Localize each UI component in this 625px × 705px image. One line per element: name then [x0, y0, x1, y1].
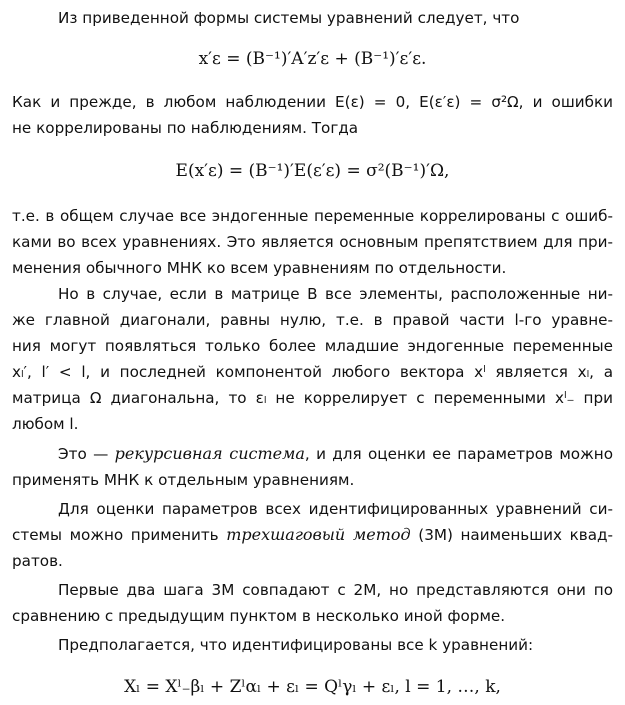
equation: E(x′ε) = (B⁻¹)′E(ε′ε) = σ²(B⁻¹)′Ω, — [175, 161, 450, 181]
text-line: xₗ′, l′ < l, и последней компонентой любого вектора xˡ является xₗ, а — [12, 363, 613, 381]
text-span: Это — — [58, 445, 115, 463]
text-line: Но в случае, если в матрице B все элементы, расположенные ни- — [58, 285, 613, 303]
text-line: ния могут появляться только более младшие эндогенные переменные — [12, 337, 613, 355]
text-line: Как и прежде, в любом наблюдении E(ε) = 0, E(ε′ε) = σ²Ω, и ошибки — [12, 93, 613, 111]
text-span: (3М) наименьших квад- — [410, 526, 614, 544]
text-line: сравнению с предыдущим пунктом в несколько иной форме. — [12, 607, 506, 625]
equation: Xₗ = Xˡ₋βₗ + Zˡαₗ + εₗ = Qˡγₗ + εₗ, l = 1, …, k, — [124, 677, 501, 697]
text-line: Для оценки параметров всех идентифицированных уравнений си- — [58, 500, 613, 518]
text-line: ками во всех уравнениях. Это является основным препятствием для при- — [12, 233, 613, 251]
text-line: применять МНК к отдельным уравнениям. — [12, 471, 355, 489]
text-span: стемы можно применить — [12, 526, 227, 544]
emphasis-term: рекурсивная система — [114, 444, 305, 463]
text-line — [58, 444, 613, 464]
text-line: ратов. — [12, 552, 63, 570]
text-line: менения обычного МНК ко всем уравнениям по отдельности. — [12, 259, 507, 277]
text-line: Из приведенной формы системы уравнений следует, что — [58, 9, 520, 27]
text-line: Первые два шага 3М совпадают с 2М, но представляются они по — [58, 581, 613, 599]
text-line: любом l. — [12, 415, 79, 433]
text-line: же главной диагонали, равны нулю, т.е. в правой части l-го уравне- — [12, 311, 613, 329]
equation: x′ε = (B⁻¹)′A′z′ε + (B⁻¹)′ε′ε. — [198, 49, 427, 69]
text-line: матрица Ω диагональна, то εₗ не коррелирует с переменными xˡ₋ при — [12, 389, 613, 407]
text-line: не коррелированы по наблюдениям. Тогда — [12, 119, 359, 137]
emphasis-term: трехшаговый метод — [226, 525, 411, 544]
text-span: , и для оценки ее параметров можно — [304, 445, 613, 463]
text-line — [12, 525, 613, 545]
text-line: т.е. в общем случае все эндогенные переменные коррелированы с ошиб- — [12, 207, 613, 225]
text-line: Предполагается, что идентифицированы все k уравнений: — [58, 636, 534, 654]
